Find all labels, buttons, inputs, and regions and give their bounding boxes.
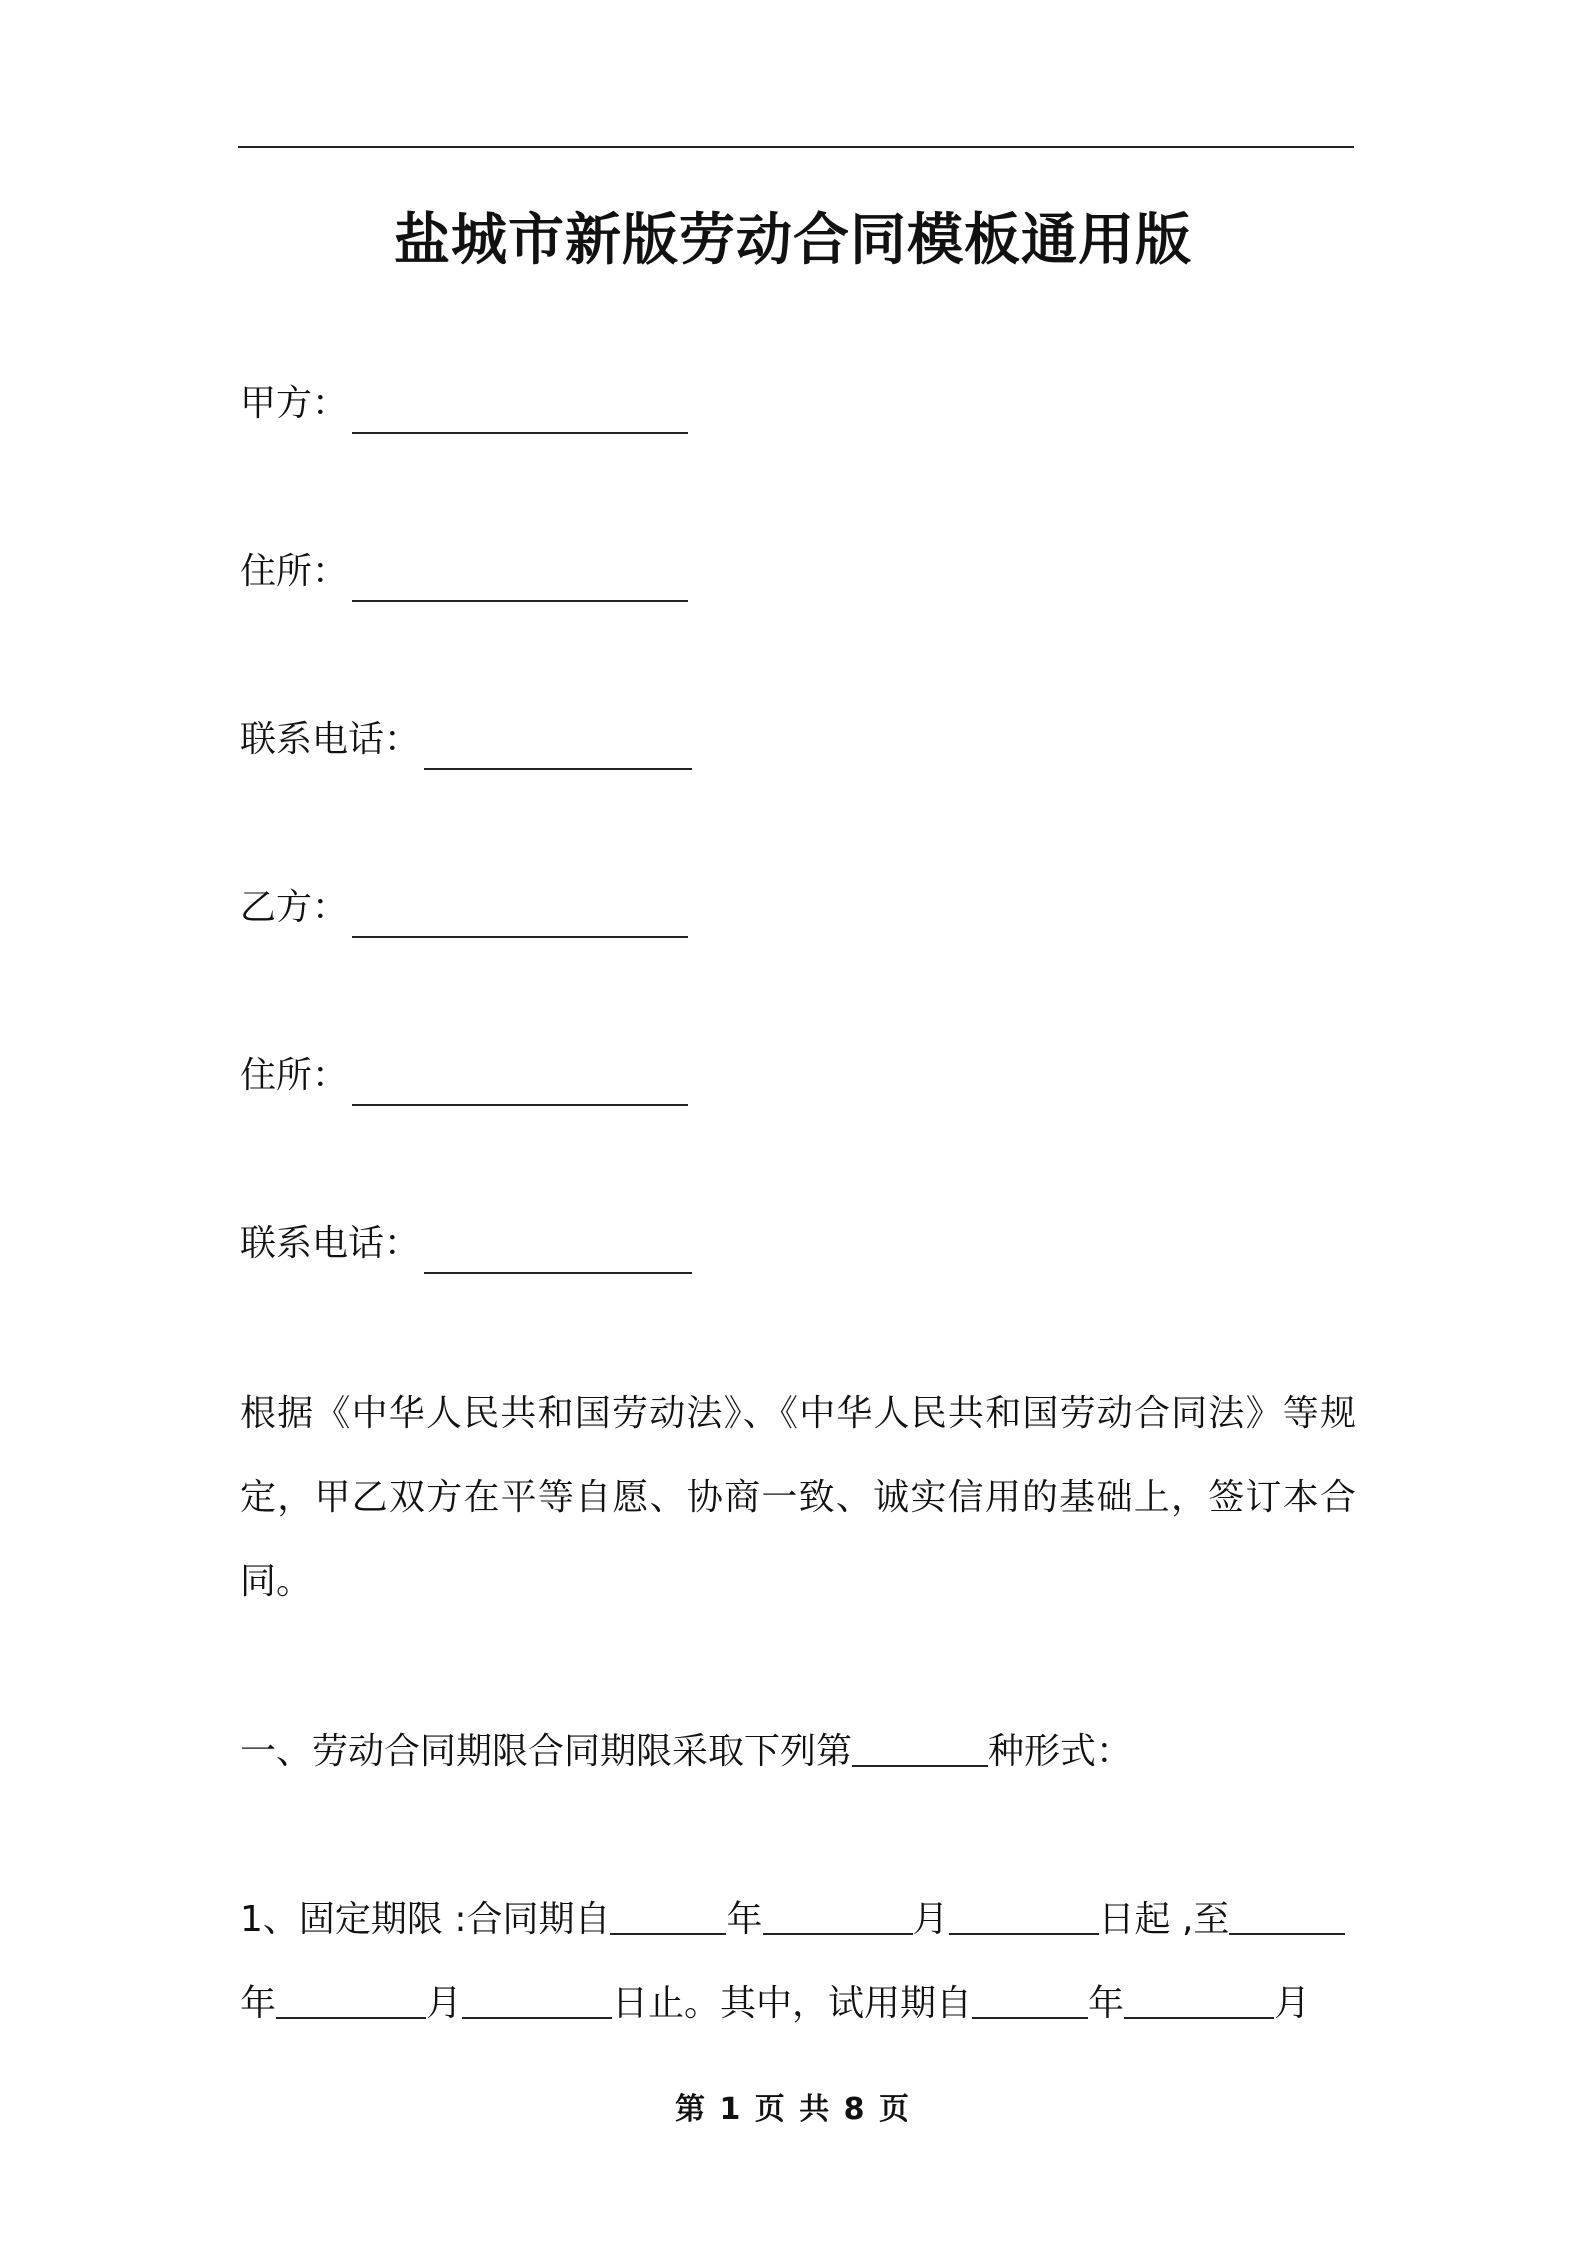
party-b-phone-blank[interactable]	[424, 1224, 692, 1274]
party-a-phone-field	[240, 710, 692, 770]
party-a-name-blank[interactable]	[352, 384, 688, 434]
party-b-name-label: 乙方：	[240, 887, 349, 928]
year-label: 年	[726, 1899, 763, 1940]
party-b-name-blank[interactable]	[352, 888, 688, 938]
party-a-name-label: 甲方：	[240, 383, 349, 424]
from-label: 日起 ,至	[1098, 1899, 1230, 1940]
start-year-blank[interactable]	[610, 1893, 726, 1935]
end-year-blank[interactable]	[1229, 1893, 1345, 1935]
clause-1-fixed-term	[240, 1878, 1356, 2046]
party-a-address-blank[interactable]	[352, 552, 688, 602]
preamble-paragraph: 根据《中华人民共和国劳动法》、《中华人民共和国劳动合同法》等规定，甲乙双方在平等自愿、协商一致、诚实信用的基础上，签订本合同。	[240, 1393, 1356, 1602]
year-label: 年	[1088, 1983, 1125, 2024]
party-a-address-field	[240, 542, 688, 602]
month-label: 月	[426, 1983, 463, 2024]
party-b-address-field	[240, 1046, 688, 1106]
party-a-phone-blank[interactable]	[424, 720, 692, 770]
end-day-blank[interactable]	[462, 1977, 612, 2019]
probation-month-blank[interactable]	[1124, 1977, 1274, 2019]
start-month-blank[interactable]	[763, 1893, 913, 1935]
party-a-phone-label: 联系电话：	[240, 719, 421, 760]
year-label: 年	[240, 1983, 277, 2024]
document-title: 盐城市新版劳动合同模板通用版	[394, 208, 1192, 273]
party-b-address-label: 住所：	[240, 1055, 349, 1096]
party-b-phone-field	[240, 1214, 692, 1274]
probation-year-blank[interactable]	[972, 1977, 1088, 2019]
header-rule	[238, 146, 1354, 148]
section-1-heading	[240, 1710, 1356, 1794]
party-b-phone-label: 联系电话：	[240, 1223, 421, 1264]
month-label: 月	[1274, 1983, 1311, 2024]
month-label: 月	[912, 1899, 949, 1940]
until-label: 日止。其中，试用期自	[612, 1983, 973, 2024]
page-footer: 第 1 页 共 8 页	[675, 2092, 911, 2127]
section-1-suffix: 种形式：	[988, 1731, 1133, 1772]
party-b-address-blank[interactable]	[352, 1056, 688, 1106]
section-1-prefix: 一、劳动合同期限合同期限采取下列第	[240, 1731, 853, 1772]
party-b-name-field	[240, 878, 688, 938]
end-month-blank[interactable]	[276, 1977, 426, 2019]
start-day-blank[interactable]	[949, 1893, 1099, 1935]
party-a-address-label: 住所：	[240, 551, 349, 592]
party-a-name-field	[240, 374, 688, 434]
clause-1-lead: 1、固定期限 :合同期自	[240, 1899, 611, 1940]
contract-form-blank[interactable]	[852, 1725, 988, 1767]
